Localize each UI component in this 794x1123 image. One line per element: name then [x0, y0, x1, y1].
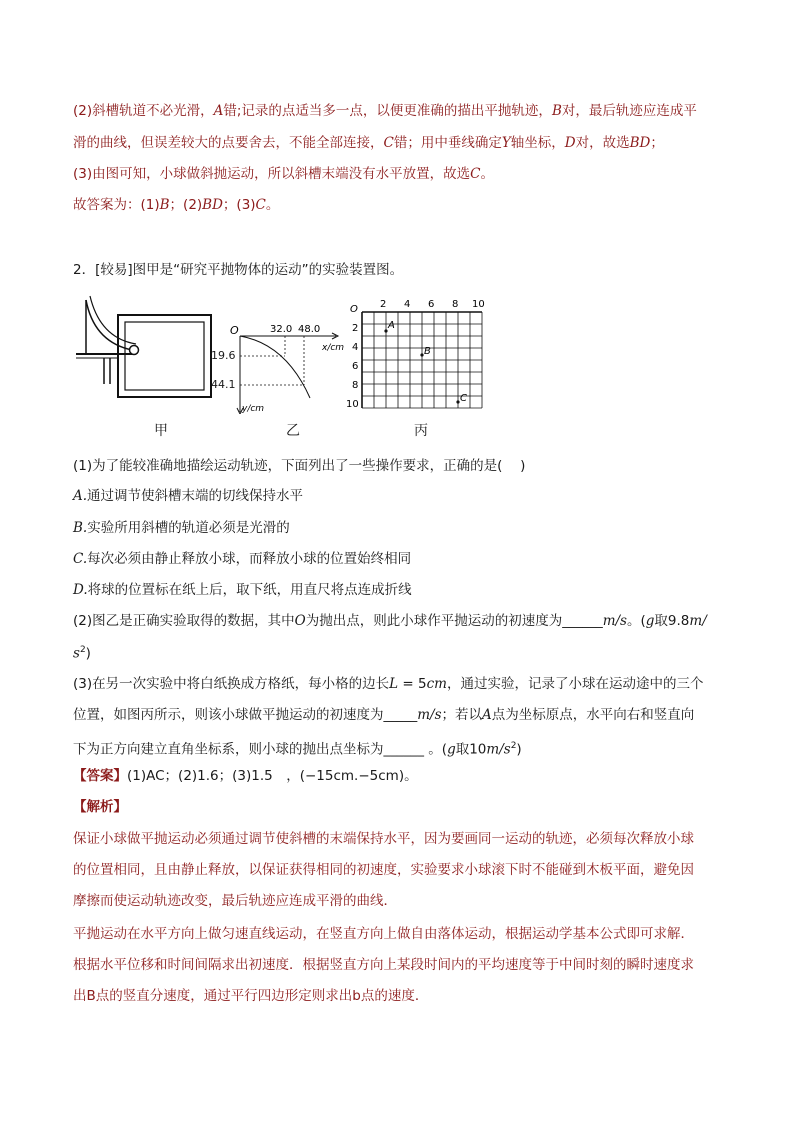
figure-yi-trajectory [228, 318, 348, 414]
text: ) [85, 645, 91, 662]
analysis-label: 【解析】 [73, 799, 127, 815]
text: 取10 [455, 741, 487, 758]
figure-label-jia: 甲 [154, 423, 168, 439]
option-text: 实验所用斜槽的轨道必须是光滑的 [87, 520, 290, 536]
y-tick-label: 4 [352, 342, 359, 353]
point-letter: O [294, 613, 306, 629]
unit: m/s [486, 741, 511, 758]
q1-text: (1)为了能较准确地描绘运动轨迹，下面列出了一些操作要求，正确的是( ) [73, 458, 526, 474]
text: 滑的曲线，但误差较大的点要舍去，不能全部连接， [73, 135, 384, 151]
option-letter: C [255, 197, 266, 213]
x-tick-label: 8 [452, 299, 459, 310]
answer-line [73, 766, 418, 786]
option-letter: A. [73, 488, 88, 504]
point-a-label: A [388, 320, 395, 331]
chute-curve-2 [90, 296, 136, 344]
point-b-label: B [424, 346, 431, 357]
x-axis-label: x/cm [322, 343, 345, 353]
option-letter: BD [202, 197, 223, 213]
text: 位置，如图丙所示，则该小球做平抛运动的初速度为_____ [73, 707, 418, 723]
option-letter: BD [629, 135, 651, 151]
text: (2)斜槽轨道不必光滑， [73, 103, 214, 119]
text: 错；用中垂线确定 [393, 135, 502, 151]
figure-label-bing: 丙 [414, 423, 428, 439]
answer-label: 【答案】 [73, 768, 127, 784]
figure-bing-grid [340, 294, 490, 416]
x-tick-label: 4 [404, 299, 411, 310]
text: 取9.8 [654, 613, 690, 629]
origin-label: O [350, 304, 358, 315]
option-letter: C. [73, 551, 88, 567]
analysis-line: 保证小球做平抛运动必须通过调节使斜槽的末端保持水平，因为要画同一运动的轨迹，必须每次释放小球 [73, 831, 694, 847]
option-text: 通过调节使斜槽末端的切线保持水平 [87, 488, 304, 504]
symbol: g [447, 741, 456, 758]
analysis-line: 出B点的竖直分速度，通过平行四边形定则求出b点的速度． [73, 988, 429, 1004]
solution-line-4 [73, 195, 279, 215]
x-tick-label: 2 [380, 299, 387, 310]
option-letter: B [551, 103, 562, 119]
text: ； [650, 135, 664, 151]
text: 轴坐标， [510, 135, 565, 151]
origin-label: O [230, 324, 239, 337]
ball [130, 346, 139, 355]
q2-line-1 [73, 611, 707, 631]
y-tick-label: 44.1 [211, 378, 236, 391]
solution-line-3 [73, 164, 494, 184]
unit: m/s [602, 613, 627, 629]
option-letter: C [383, 135, 394, 151]
text: 。( [626, 613, 646, 629]
y-tick-label: 6 [352, 361, 359, 372]
option-c [73, 549, 411, 569]
x-tick-label: 6 [428, 299, 435, 310]
symbol: g [645, 613, 655, 629]
text: 点为坐标原点，水平向右和竖直向 [491, 707, 695, 723]
option-letter: D [564, 135, 576, 151]
symbol: L [389, 676, 399, 692]
text: 。 [265, 197, 280, 213]
text: 错;记录的点适当多一点，以便更准确的描出平抛轨迹， [223, 103, 552, 119]
option-letter: D. [73, 582, 88, 598]
analysis-line: 的位置相同，且由静止释放，以保证获得相同的初速度，实验要求小球滚下时不能碰到木板平面，避免因 [73, 862, 694, 878]
option-letter: A [213, 103, 224, 119]
unit: m/s [417, 707, 442, 723]
option-letter: B [159, 197, 170, 213]
figure-jia-apparatus [76, 292, 216, 402]
y-tick-label: 8 [352, 380, 359, 391]
analysis-line: 根据水平位移和时间间隔求出初速度．根据竖直方向上某段时间内的平均速度等于中间时刻的瞬时速度求 [73, 957, 694, 973]
analysis-line: 平抛运动在水平方向上做匀速直线运动，在竖直方向上做自由落体运动，根据运动学基本公式即可求解． [73, 926, 694, 942]
q3-line-2 [73, 705, 694, 725]
text: (3)在另一次实验中将白纸换成方格纸，每小格的边长 [73, 676, 390, 692]
option-b [73, 518, 290, 538]
point-c-label: C [460, 393, 467, 404]
unit: s [73, 645, 80, 662]
text: (2)图乙是正确实验取得的数据，其中 [73, 613, 295, 629]
unit: cm [426, 676, 447, 692]
y-tick-label: 10 [346, 399, 359, 410]
option-text: 每次必须由静止释放小球，而释放小球的位置始终相同 [87, 551, 412, 567]
option-text: 将球的位置标在纸上后，取下纸，用直尺将点连成折线 [87, 582, 412, 598]
trajectory-curve [240, 336, 310, 398]
figure-label-yi: 乙 [286, 423, 300, 439]
q3-line-1 [73, 674, 703, 694]
text: (3)由图可知，小球做斜抛运动，所以斜槽末端没有水平放置，故选 [73, 166, 471, 182]
text: 。 [480, 166, 494, 182]
y-tick-label: 19.6 [211, 349, 236, 362]
solution-line-2 [73, 133, 664, 153]
text: = 5 [398, 676, 427, 692]
answer-text: (1)AC；(2)1.6；(3)1.5 ，(−15cm.−5cm)。 [127, 768, 418, 784]
analysis-line: 摩擦而使运动轨迹改变，最后轨迹应连成平滑的曲线． [73, 893, 397, 909]
option-d [73, 580, 412, 600]
superscript: 2 [79, 645, 86, 655]
y-tick-label: 2 [352, 323, 359, 334]
x-tick-label: 48.0 [298, 324, 321, 335]
text: 为抛出点，则此小球作平抛运动的初速度为______ [305, 613, 603, 629]
solution-line-1 [73, 101, 697, 121]
board-frame [118, 315, 211, 397]
text: 下为正方向建立直角坐标系，则小球的抛出点坐标为______ 。( [73, 741, 448, 758]
unit: m/ [689, 613, 707, 629]
text: 对，故选 [575, 135, 630, 151]
superscript: 2 [510, 741, 517, 751]
text: ；(3) [222, 197, 256, 213]
q3-line-3 [73, 736, 522, 760]
option-letter: B. [73, 520, 88, 536]
x-tick-label: 10 [472, 299, 485, 310]
x-tick-label: 32.0 [270, 324, 293, 335]
text: ；若以 [441, 707, 483, 723]
question-stem: 2．[较易]图甲是“研究平抛物体的运动”的实验装置图。 [73, 262, 404, 278]
y-axis-label: y/cm [242, 404, 265, 414]
q2-line-2 [73, 640, 91, 664]
text: ) [516, 741, 522, 758]
text: 对，最后轨迹应连成平 [561, 103, 697, 119]
text: 故答案为：(1) [73, 197, 160, 213]
axis-letter: Y [501, 135, 511, 151]
point-letter: A [482, 707, 492, 723]
text: ；(2) [169, 197, 203, 213]
option-a [73, 486, 303, 506]
option-letter: C [470, 166, 481, 182]
text: ，通过实验，记录了小球在运动途中的三个 [446, 676, 704, 692]
board-inner [125, 322, 204, 390]
